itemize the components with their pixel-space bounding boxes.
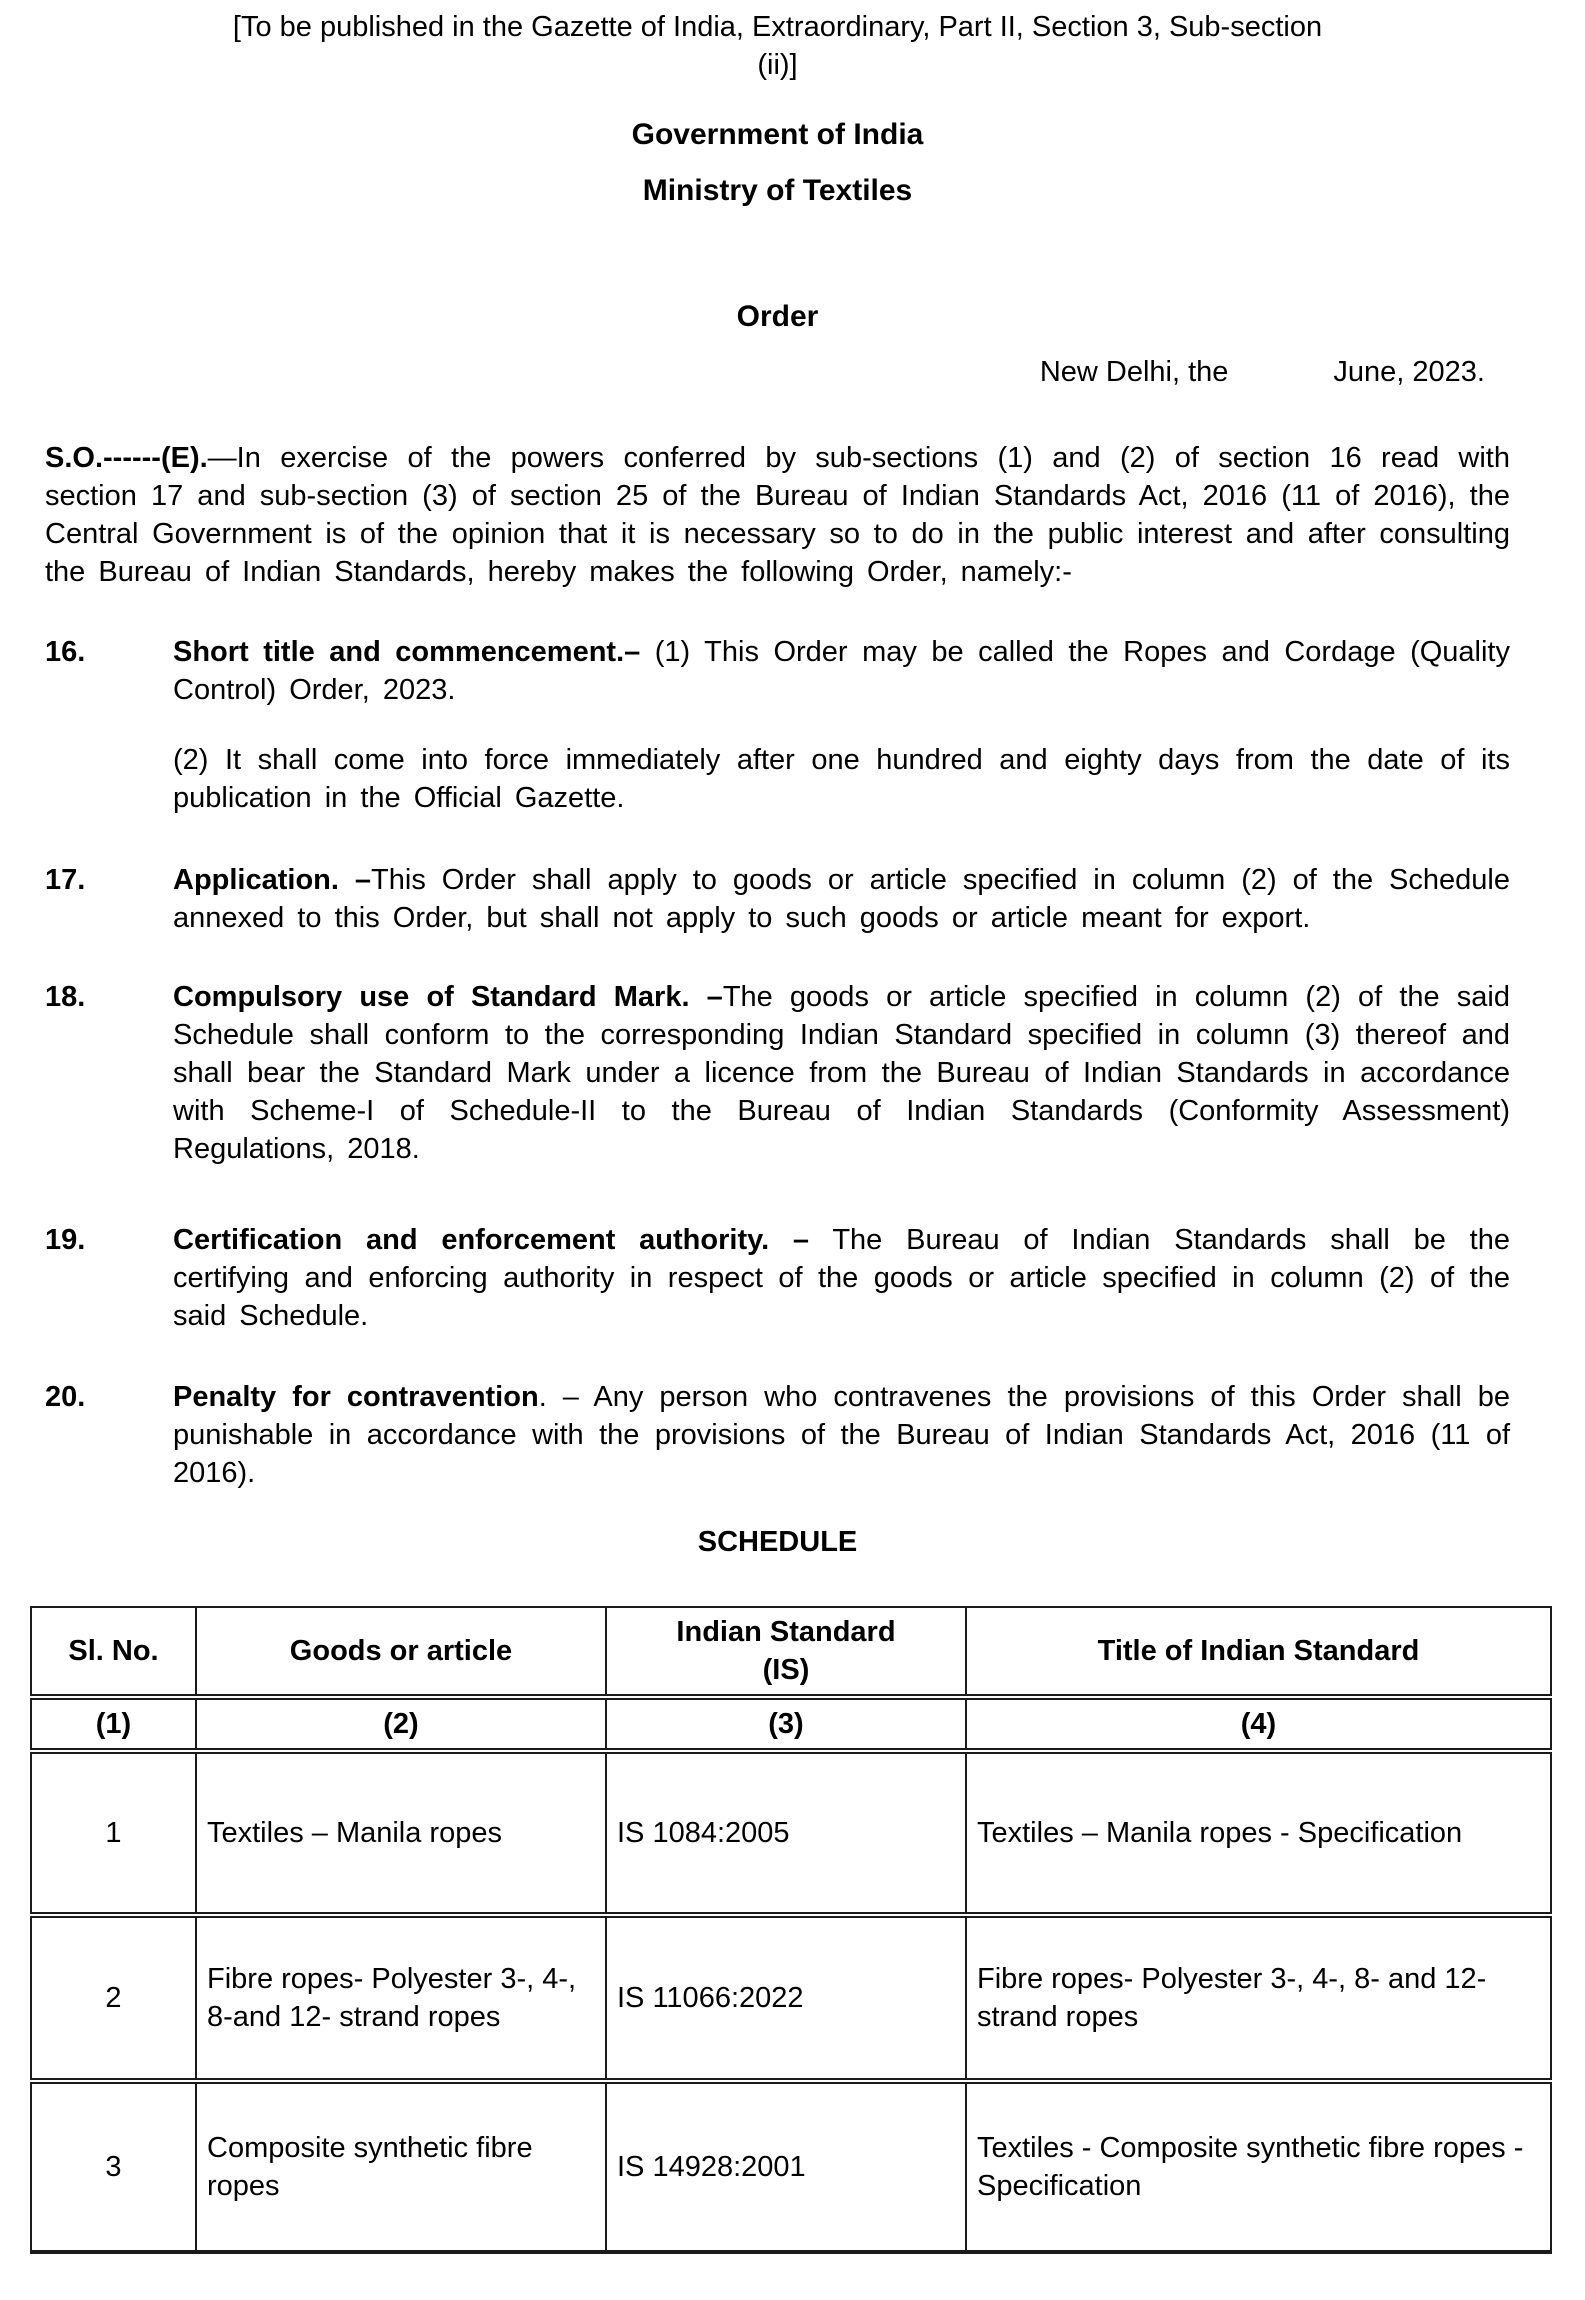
section-20-text <box>173 1378 1510 1492</box>
section-19 <box>45 1221 1510 1335</box>
row2-sl-no: 2 <box>31 1915 196 2081</box>
schedule-header-row <box>31 1607 1551 1697</box>
section-19-title: Certification and enforcement authority. – <box>173 1224 810 1256</box>
section-17-title: Application. – <box>173 864 372 896</box>
order-heading: Order <box>736 300 819 333</box>
row1-is-number: IS 1084:2005 <box>606 1751 966 1915</box>
col-header-goods: Goods or article <box>196 1607 606 1697</box>
section-17-number: 17. <box>45 864 86 896</box>
order-clauses <box>45 633 1510 1492</box>
section-16-number: 16. <box>45 636 86 668</box>
row3-goods: Composite synthetic fibre ropes <box>196 2081 606 2252</box>
gazette-note-line2: (ii)] <box>757 49 798 81</box>
row1-sl-no: 1 <box>31 1751 196 1915</box>
gazette-note-line1: [To be published in the Gazette of India, Extraordinary, Part II, Section 3, Sub-section <box>232 11 1323 43</box>
row2-goods: Fibre ropes- Polyester 3-, 4-, 8-and 12- strand ropes <box>196 1915 606 2081</box>
ministry-title: Ministry of Textiles <box>642 174 913 207</box>
row3-sl-no: 3 <box>31 2081 196 2252</box>
col-header-sl-no: Sl. No. <box>31 1607 196 1697</box>
table-row <box>31 1915 1551 2081</box>
schedule-table <box>30 1606 1552 2254</box>
col-num-3: (3) <box>606 1697 966 1751</box>
section-18 <box>45 978 1510 1168</box>
row3-is-title: Textiles - Composite synthetic fibre ropes - Specification <box>966 2081 1551 2252</box>
section-18-text <box>173 978 1510 1168</box>
section-19-text <box>173 1221 1510 1335</box>
table-row <box>31 2081 1551 2252</box>
row2-is-title: Fibre ropes- Polyester 3-, 4-, 8- and 12- strand ropes <box>966 1915 1551 2081</box>
section-17-paragraph <box>173 861 1510 937</box>
section-18-body: The goods or article specified in column (2) of the said Schedule shall conform to the corresponding Indian Standard specified in column (3) thereof and shall bear the Standard Mark under a licence from the Bureau of Indian Standards in accordance with Scheme-I of Schedule-II to the Bureau of Indian Standards (Conformity Assessment) Regulations, 2018. <box>173 981 1510 1165</box>
dateline-place: New Delhi, the <box>1039 356 1229 388</box>
section-20-title: Penalty for contravention <box>173 1381 539 1413</box>
section-19-paragraph <box>173 1221 1510 1335</box>
section-16-title: Short title and commencement.– <box>173 636 641 668</box>
government-title: Government of India <box>631 118 924 151</box>
section-19-number: 19. <box>45 1224 86 1256</box>
col-num-4: (4) <box>966 1697 1551 1751</box>
schedule-column-numbers-row <box>31 1697 1551 1751</box>
section-17-body: This Order shall apply to goods or article specified in column (2) of the Schedule annexed to this Order, but shall not apply to such goods or article meant for export. <box>173 864 1510 934</box>
section-16-paragraph-1 <box>173 633 1510 709</box>
row1-is-title: Textiles – Manila ropes - Specification <box>966 1751 1551 1915</box>
row1-goods: Textiles – Manila ropes <box>196 1751 606 1915</box>
section-18-title: Compulsory use of Standard Mark. – <box>173 981 723 1013</box>
section-16-text <box>173 633 1510 817</box>
so-number: S.O.------(E). <box>45 442 208 474</box>
schedule-heading: SCHEDULE <box>697 1526 858 1558</box>
table-row <box>31 1751 1551 1915</box>
gazette-publication-note <box>45 0 1510 84</box>
section-20-number: 20. <box>45 1381 86 1413</box>
row2-is-number: IS 11066:2022 <box>606 1915 966 2081</box>
col-header-indian-standard: Indian Standard (IS) <box>606 1607 966 1697</box>
section-17 <box>45 861 1510 937</box>
schedule-table-container <box>30 1606 1585 2254</box>
section-17-text <box>173 861 1510 937</box>
col-num-2: (2) <box>196 1697 606 1751</box>
dateline-date: June, 2023. <box>1333 356 1485 388</box>
col-num-1: (1) <box>31 1697 196 1751</box>
row3-is-number: IS 14928:2001 <box>606 2081 966 2252</box>
col-header-title: Title of Indian Standard <box>966 1607 1551 1697</box>
section-19-body: The Bureau of Indian Standards shall be the certifying and enforcing authority in respect of the goods or article specified in column (2) of the said Schedule. <box>173 1224 1510 1332</box>
section-18-number: 18. <box>45 981 86 1013</box>
so-body: —In exercise of the powers conferred by sub-sections (1) and (2) of section 16 read with section 17 and sub-section (3) of section 25 of the Bureau of Indian Standards Act, 2016 (11 of 2016), the Central Government is of the opinion that it is necessary so to do in the public interest and after consulting the Bureau of Indian Standards, hereby makes the following Order, namely:- <box>45 442 1510 588</box>
section-18-paragraph <box>173 978 1510 1168</box>
section-20-paragraph <box>173 1378 1510 1492</box>
section-20 <box>45 1378 1510 1492</box>
section-20-body: . – Any person who contravenes the provisions of this Order shall be punishable in accordance with the provisions of the Bureau of Indian Standards Act, 2016 (11 of 2016). <box>173 1381 1511 1489</box>
section-16-body: (1) This Order may be called the Ropes and Cordage (Quality Control) Order, 2023. <box>173 636 1510 706</box>
section-16-paragraph-2: (2) It shall come into force immediately after one hundred and eighty days from the date of its publication in the Official Gazette. <box>173 744 1510 814</box>
dateline <box>45 353 1510 391</box>
section-16 <box>45 633 1510 817</box>
so-notification-paragraph <box>45 439 1510 591</box>
